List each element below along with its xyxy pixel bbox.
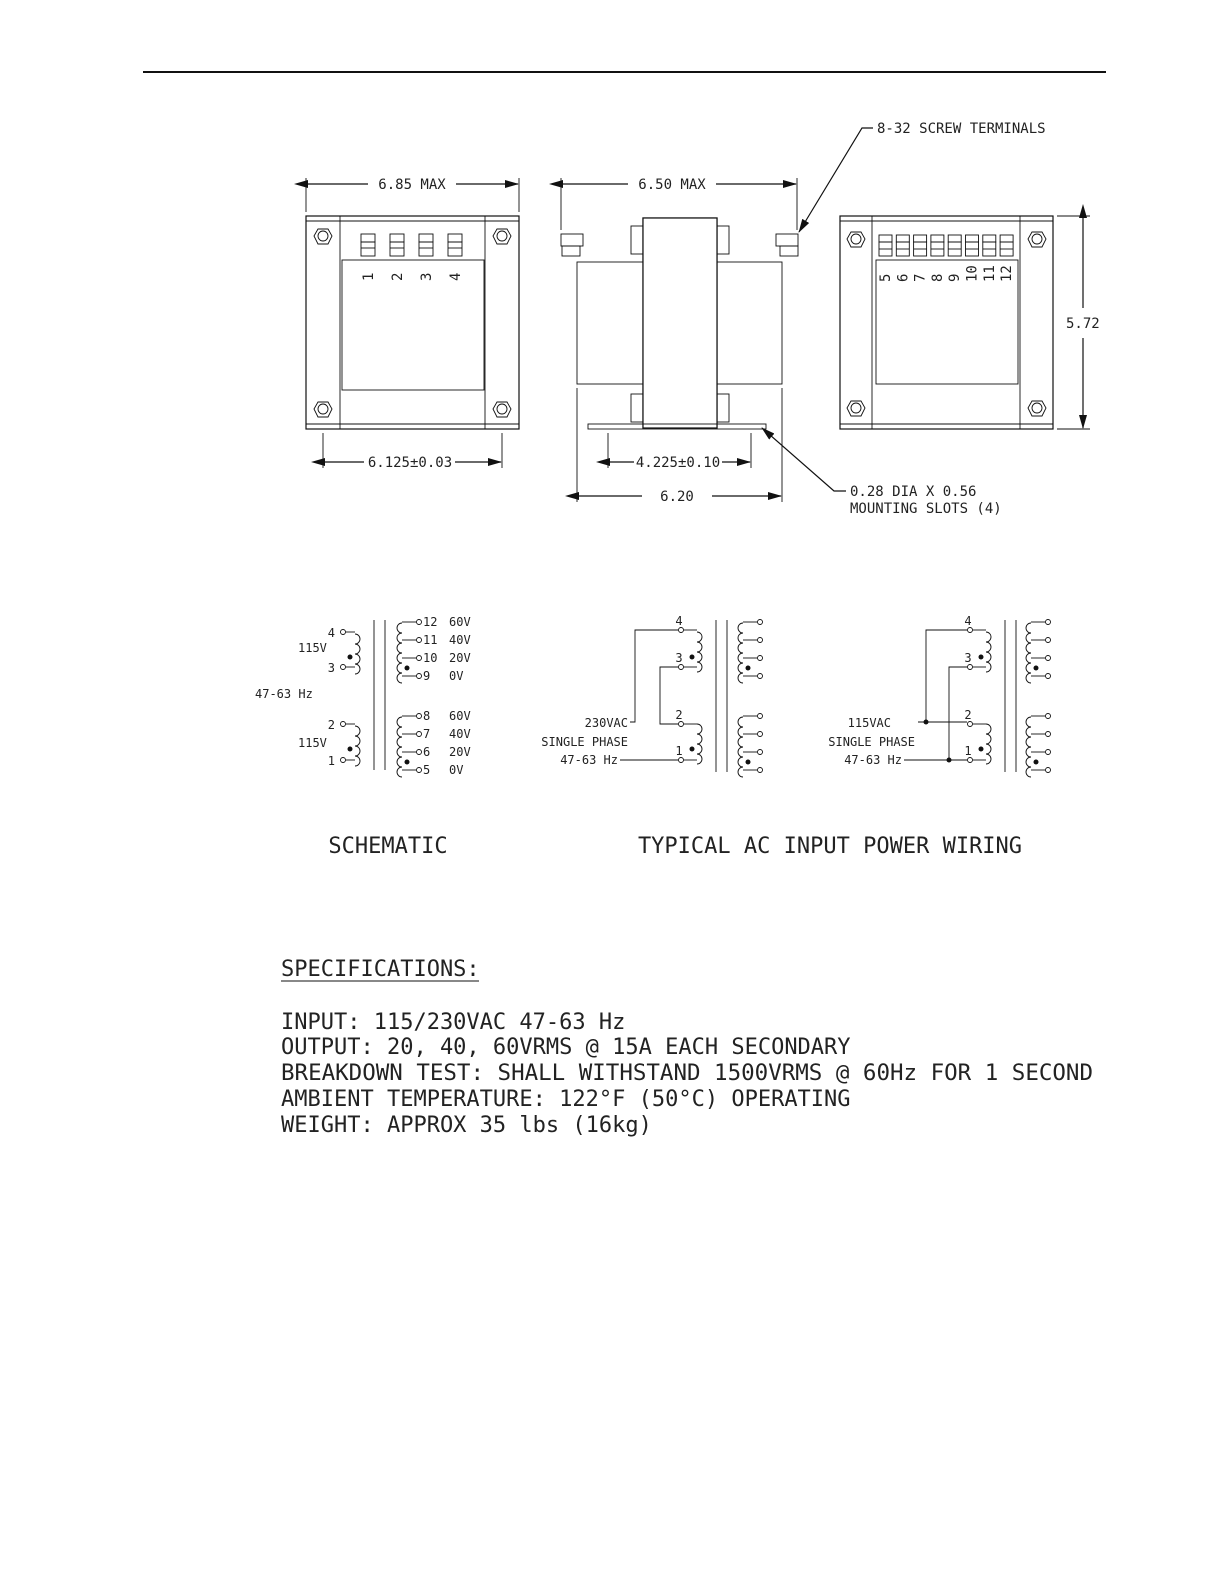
bolt-icon (1028, 232, 1046, 247)
front-terminal-label: 2 (390, 272, 406, 281)
secondary-voltage-label: 0V (449, 669, 464, 683)
rear-terminal-label: 8 (929, 273, 946, 282)
w230-pin-4: 4 (675, 614, 683, 628)
dim-side-base: 6.20 (660, 489, 694, 505)
label-slots-line1: 0.28 DIA X 0.56 (850, 484, 977, 500)
schematic-pin-1: 1 (327, 754, 335, 768)
dim-side-mount: 4.225±0.10 (635, 455, 721, 471)
rear-terminal-label: 10 (964, 265, 981, 282)
wiring-115-diagram (904, 620, 1051, 778)
bolt-icon (847, 401, 865, 416)
rear-terminal-label: 6 (895, 273, 912, 282)
caption-schematic: SCHEMATIC (328, 834, 448, 859)
rear-view (840, 216, 1053, 429)
w115-pin-4: 4 (964, 614, 972, 628)
schematic-pin-2: 2 (327, 718, 335, 732)
secondary-pin-label: 7 (423, 727, 431, 741)
secondary-pin-label: 10 (423, 651, 438, 665)
w230-line2: SINGLE PHASE (541, 735, 628, 749)
bolt-icon (493, 402, 511, 417)
spec-output: OUTPUT: 20, 40, 60VRMS @ 15A EACH SECONDARY (281, 1035, 851, 1060)
rear-terminal-label: 11 (981, 265, 998, 282)
spec-ambient: AMBIENT TEMPERATURE: 122°F (50°C) OPERATING (281, 1087, 851, 1112)
w230-line1: 230VAC (584, 716, 628, 730)
bolt-icon (1028, 401, 1046, 416)
bolt-icon (314, 229, 332, 244)
bolt-icon (314, 402, 332, 417)
secondary-voltage-label: 40V (449, 633, 471, 647)
w115-pin-1: 1 (964, 744, 972, 758)
front-terminal-label: 4 (448, 272, 464, 281)
dim-side-width: 6.50 MAX (638, 177, 706, 193)
w115-pin-2: 2 (964, 708, 972, 722)
secondary-voltage-label: 20V (449, 745, 471, 759)
side-view (561, 218, 798, 429)
secondary-voltage-label: 60V (449, 709, 471, 723)
wiring-230-diagram (620, 620, 763, 778)
secondary-voltage-label: 40V (449, 727, 471, 741)
spec-input: INPUT: 115/230VAC 47-63 Hz (281, 1010, 626, 1035)
secondary-pin-label: 11 (423, 633, 438, 647)
front-view (306, 216, 519, 429)
secondary-voltage-label: 0V (449, 763, 464, 777)
schematic-frequency: 47-63 Hz (255, 687, 313, 701)
rear-terminal-label: 12 (999, 265, 1016, 282)
rear-terminal-label: 5 (878, 273, 894, 282)
caption-wiring: TYPICAL AC INPUT POWER WIRING (637, 834, 1023, 859)
spec-breakdown: BREAKDOWN TEST: SHALL WITHSTAND 1500VRMS @ 60Hz FOR 1 SECOND (281, 1061, 1093, 1086)
secondary-pin-label: 12 (423, 615, 438, 629)
w115-pin-3: 3 (964, 651, 972, 665)
front-terminal-label: 1 (361, 272, 377, 281)
schematic-pin-4: 4 (327, 626, 335, 640)
w115-line3: 47-63 Hz (844, 753, 902, 767)
secondary-voltage-label: 20V (449, 651, 471, 665)
secondary-pin-label: 8 (423, 709, 431, 723)
w230-line3: 47-63 Hz (560, 753, 618, 767)
bolt-icon (847, 232, 865, 247)
front-terminal-label: 3 (419, 272, 435, 281)
dim-height: 5.72 (1066, 316, 1100, 332)
label-slots-line2: MOUNTING SLOTS (4) (850, 501, 1002, 517)
w115-line2: SINGLE PHASE (828, 735, 915, 749)
secondary-pin-label: 5 (423, 763, 431, 777)
dim-front-mount: 6.125±0.03 (367, 455, 453, 471)
secondary-pin-label: 6 (423, 745, 431, 759)
label-screw-terminals: 8-32 SCREW TERMINALS (877, 121, 1046, 137)
schematic-pin-3: 3 (327, 661, 335, 675)
spec-heading: SPECIFICATIONS: (281, 957, 480, 982)
rear-terminal-label: 7 (912, 273, 929, 282)
schematic-diagram (341, 615, 471, 777)
w230-pin-2: 2 (675, 708, 683, 722)
rear-terminal-label: 9 (947, 273, 964, 282)
bolt-icon (493, 229, 511, 244)
secondary-voltage-label: 60V (449, 615, 471, 629)
dim-front-width: 6.85 MAX (378, 177, 446, 193)
w115-line1: 115VAC (847, 716, 891, 730)
schematic-primary-bottom-voltage: 115V (298, 736, 327, 750)
schematic-primary-top-voltage: 115V (298, 641, 327, 655)
spec-weight: WEIGHT: APPROX 35 lbs (16kg) (281, 1113, 652, 1138)
w230-pin-1: 1 (675, 744, 683, 758)
secondary-pin-label: 9 (423, 669, 431, 683)
w230-pin-3: 3 (675, 651, 683, 665)
